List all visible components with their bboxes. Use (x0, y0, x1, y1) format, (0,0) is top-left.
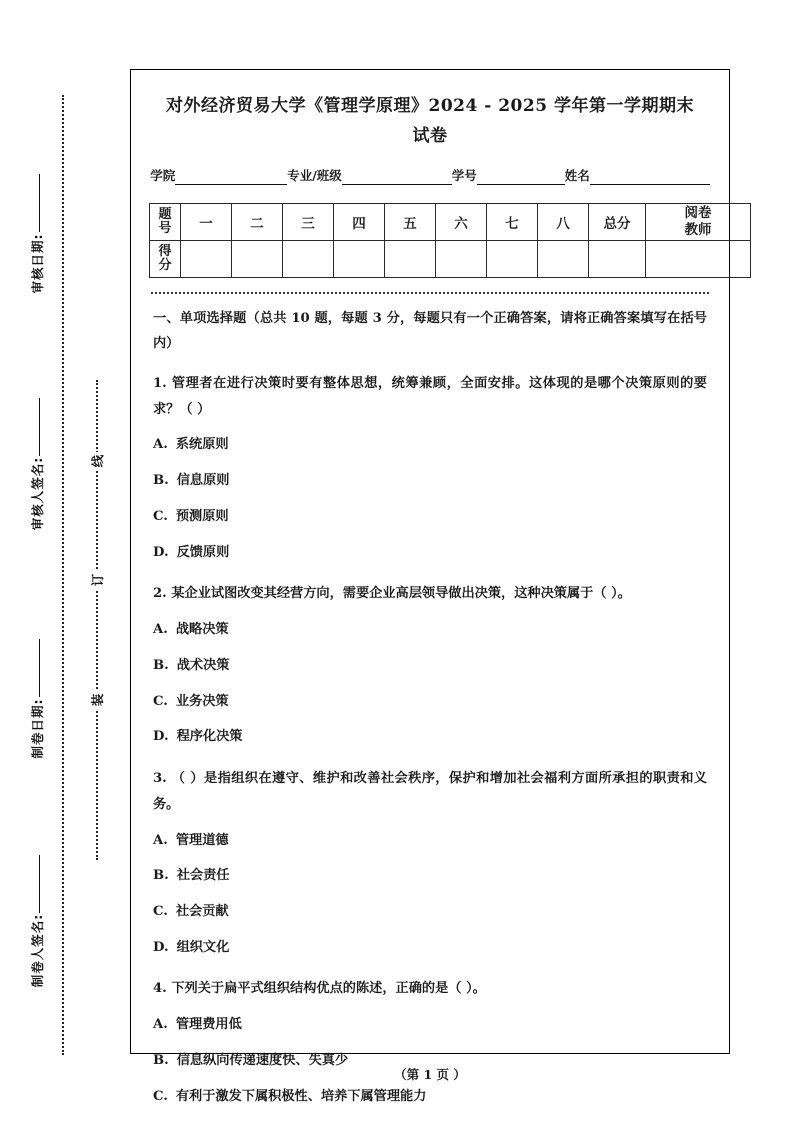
question-3-option-d-text: 组织文化 (176, 939, 230, 955)
score-cell-5[interactable] (385, 240, 436, 277)
score-table-col-4: 四 (334, 203, 385, 240)
question-1-option-b-letter: B. (153, 473, 169, 489)
score-cell-7[interactable] (487, 240, 538, 277)
question-2-option-d[interactable] (153, 724, 707, 750)
score-cell-4[interactable] (334, 240, 385, 277)
question-3-option-b-letter: B. (153, 868, 169, 884)
binding-char-bind: 订 (85, 571, 109, 589)
field-student-id-input[interactable] (477, 171, 565, 185)
question-2-option-c-letter: C. (153, 693, 168, 709)
question-2-option-b[interactable] (153, 653, 707, 679)
binding-char-line: 线 (85, 452, 109, 470)
question-1-option-c-letter: C. (153, 508, 168, 524)
field-college (150, 166, 287, 185)
question-content (149, 306, 711, 1110)
section-divider (151, 292, 709, 294)
score-label-char-1: 得 (158, 243, 172, 259)
question-3-option-a-text: 管理道德 (175, 832, 229, 848)
score-table-col-3: 三 (283, 203, 334, 240)
question-2 (153, 581, 707, 750)
question-1-option-b-text: 信息原则 (176, 473, 230, 489)
seal-label-paper-author-signature (28, 816, 46, 1026)
question-1-option-a-letter: A. (153, 437, 168, 453)
question-3-option-a[interactable] (153, 828, 707, 854)
page-footer: （第 1 页 ） (394, 1067, 466, 1082)
question-2-option-a-text: 战略决策 (175, 622, 229, 638)
score-table-col-5: 五 (385, 203, 436, 240)
grader-label-line-1: 阅卷 (684, 205, 712, 222)
question-1-option-a[interactable] (153, 432, 707, 458)
field-college-input[interactable] (175, 171, 287, 185)
seal-label-review-date-rule (39, 175, 40, 233)
grader-label-line-2: 教师 (684, 221, 712, 238)
question-4-option-c-text: 有利于激发下属积极性、培养下属管理能力 (175, 1088, 427, 1104)
question-3 (153, 766, 707, 960)
question-1-text: 管理者在进行决策时要有整体思想，统筹兼顾，全面安排。这体现的是哪个决策原则的要求？（ ） (153, 375, 707, 417)
question-1-option-c-text: 预测原则 (175, 508, 229, 524)
question-4 (153, 976, 707, 1109)
question-3-option-d-letter: D. (153, 939, 169, 955)
question-1-number: 1. (153, 375, 167, 391)
score-table (149, 203, 751, 278)
question-3-option-b-text: 社会责任 (176, 868, 230, 884)
question-4-option-b-text: 信息纵向传递速度快、失真少 (176, 1052, 349, 1068)
question-4-stem (153, 976, 707, 1002)
score-table-col-6: 六 (436, 203, 487, 240)
question-1-option-d-letter: D. (153, 544, 169, 560)
score-table-col-total: 总分 (589, 203, 646, 240)
score-cell-2[interactable] (232, 240, 283, 277)
section-heading-1: 一、单项选择题（总共 10 题，每题 3 分，每题只有一个正确答案，请将正确答案填写在括号内） (153, 310, 707, 352)
seal-label-paper-date (28, 594, 46, 804)
field-name (565, 166, 710, 185)
question-2-option-a[interactable] (153, 617, 707, 643)
score-table-col-1: 一 (181, 203, 232, 240)
question-1-stem (153, 371, 707, 422)
question-2-option-c[interactable] (153, 689, 707, 715)
score-label-char-2: 分 (158, 257, 172, 273)
question-4-option-a-text: 管理费用低 (175, 1017, 242, 1033)
seal-margin (0, 0, 128, 1122)
question-4-option-a-letter: A. (153, 1017, 168, 1033)
question-3-option-c-text: 社会贡献 (175, 903, 229, 919)
question-3-option-b[interactable] (153, 863, 707, 889)
seal-label-paper-author-signature-text: 制卷人签名: (30, 913, 45, 988)
table-row-question-numbers (150, 203, 751, 240)
row-label-char-2: 号 (158, 220, 172, 236)
question-4-option-a[interactable] (153, 1012, 707, 1038)
field-major-class (287, 166, 452, 185)
question-1-option-d-text: 反馈原则 (176, 544, 230, 560)
score-cell-6[interactable] (436, 240, 487, 277)
table-row-scores (150, 240, 751, 277)
question-1-option-a-text: 系统原则 (175, 437, 229, 453)
score-table-col-7: 七 (487, 203, 538, 240)
field-college-label: 学院 (150, 167, 176, 183)
field-major-class-input[interactable] (342, 171, 452, 185)
score-cell-1[interactable] (181, 240, 232, 277)
question-4-option-c-letter: C. (153, 1088, 168, 1104)
question-3-option-c[interactable] (153, 899, 707, 925)
score-cell-total[interactable] (589, 240, 646, 277)
question-3-option-c-letter: C. (153, 903, 168, 919)
question-3-number: 3. (153, 771, 167, 787)
seal-label-reviewer-signature-rule (39, 398, 40, 456)
score-table-col-2: 二 (232, 203, 283, 240)
question-3-text: （ ）是指组织在遵守、维护和改善社会秩序，保护和增加社会福利方面所承担的职责和义务。 (153, 771, 707, 812)
question-2-number: 2. (153, 586, 167, 602)
score-cell-8[interactable] (538, 240, 589, 277)
field-name-input[interactable] (590, 171, 710, 185)
question-2-text: 某企业试图改变其经营方向，需要企业高层领导做出决策，这种决策属于（ ）。 (171, 586, 631, 602)
seal-label-review-date-text: 审核日期: (30, 233, 45, 294)
question-4-option-c[interactable] (153, 1084, 707, 1110)
seal-label-reviewer-signature-text: 审核人签名: (30, 456, 45, 531)
question-1-option-c[interactable] (153, 504, 707, 530)
seal-label-review-date (28, 129, 46, 339)
question-3-option-d[interactable] (153, 935, 707, 961)
seal-label-paper-date-rule (39, 640, 40, 698)
question-1 (153, 371, 707, 565)
question-3-option-a-letter: A. (153, 832, 168, 848)
field-student-id-label: 学号 (451, 167, 477, 183)
seal-label-paper-author-signature-rule (39, 855, 40, 913)
seal-label-paper-date-text: 制卷日期: (30, 698, 45, 759)
score-table-col-8: 八 (538, 203, 589, 240)
question-4-option-b-letter: B. (153, 1052, 169, 1068)
question-1-option-d[interactable] (153, 540, 707, 566)
binding-char-pack: 装 (85, 691, 109, 709)
question-1-option-b[interactable] (153, 468, 707, 494)
question-4-number: 4. (153, 981, 167, 997)
seal-dashed-line-outer (62, 95, 64, 1055)
question-2-option-a-letter: A. (153, 622, 168, 638)
score-cell-grader[interactable] (646, 240, 751, 277)
score-table-col-grader (646, 203, 751, 240)
question-3-stem (153, 766, 707, 817)
score-table-row-label-score (150, 240, 181, 277)
seal-label-reviewer-signature (28, 359, 46, 569)
student-info-line (150, 166, 705, 185)
question-2-option-c-text: 业务决策 (175, 693, 229, 709)
question-2-option-b-letter: B. (153, 657, 169, 673)
row-label-char-1: 题 (158, 206, 172, 222)
question-2-option-d-letter: D. (153, 729, 169, 745)
question-2-stem (153, 581, 707, 607)
question-2-option-d-text: 程序化决策 (176, 729, 243, 745)
question-4-text: 下列关于扁平式组织结构优点的陈述，正确的是（ ）。 (171, 981, 486, 997)
score-cell-3[interactable] (283, 240, 334, 277)
page-title: 对外经济贸易大学《管理学原理》2024 - 2025 学年第一学期期末试卷 (166, 96, 694, 146)
field-name-label: 姓名 (564, 167, 590, 183)
question-2-option-b-text: 战术决策 (176, 657, 230, 673)
field-student-id (452, 166, 565, 185)
field-major-class-label: 专业/班级 (287, 167, 342, 183)
score-table-row-label-question (150, 203, 181, 240)
